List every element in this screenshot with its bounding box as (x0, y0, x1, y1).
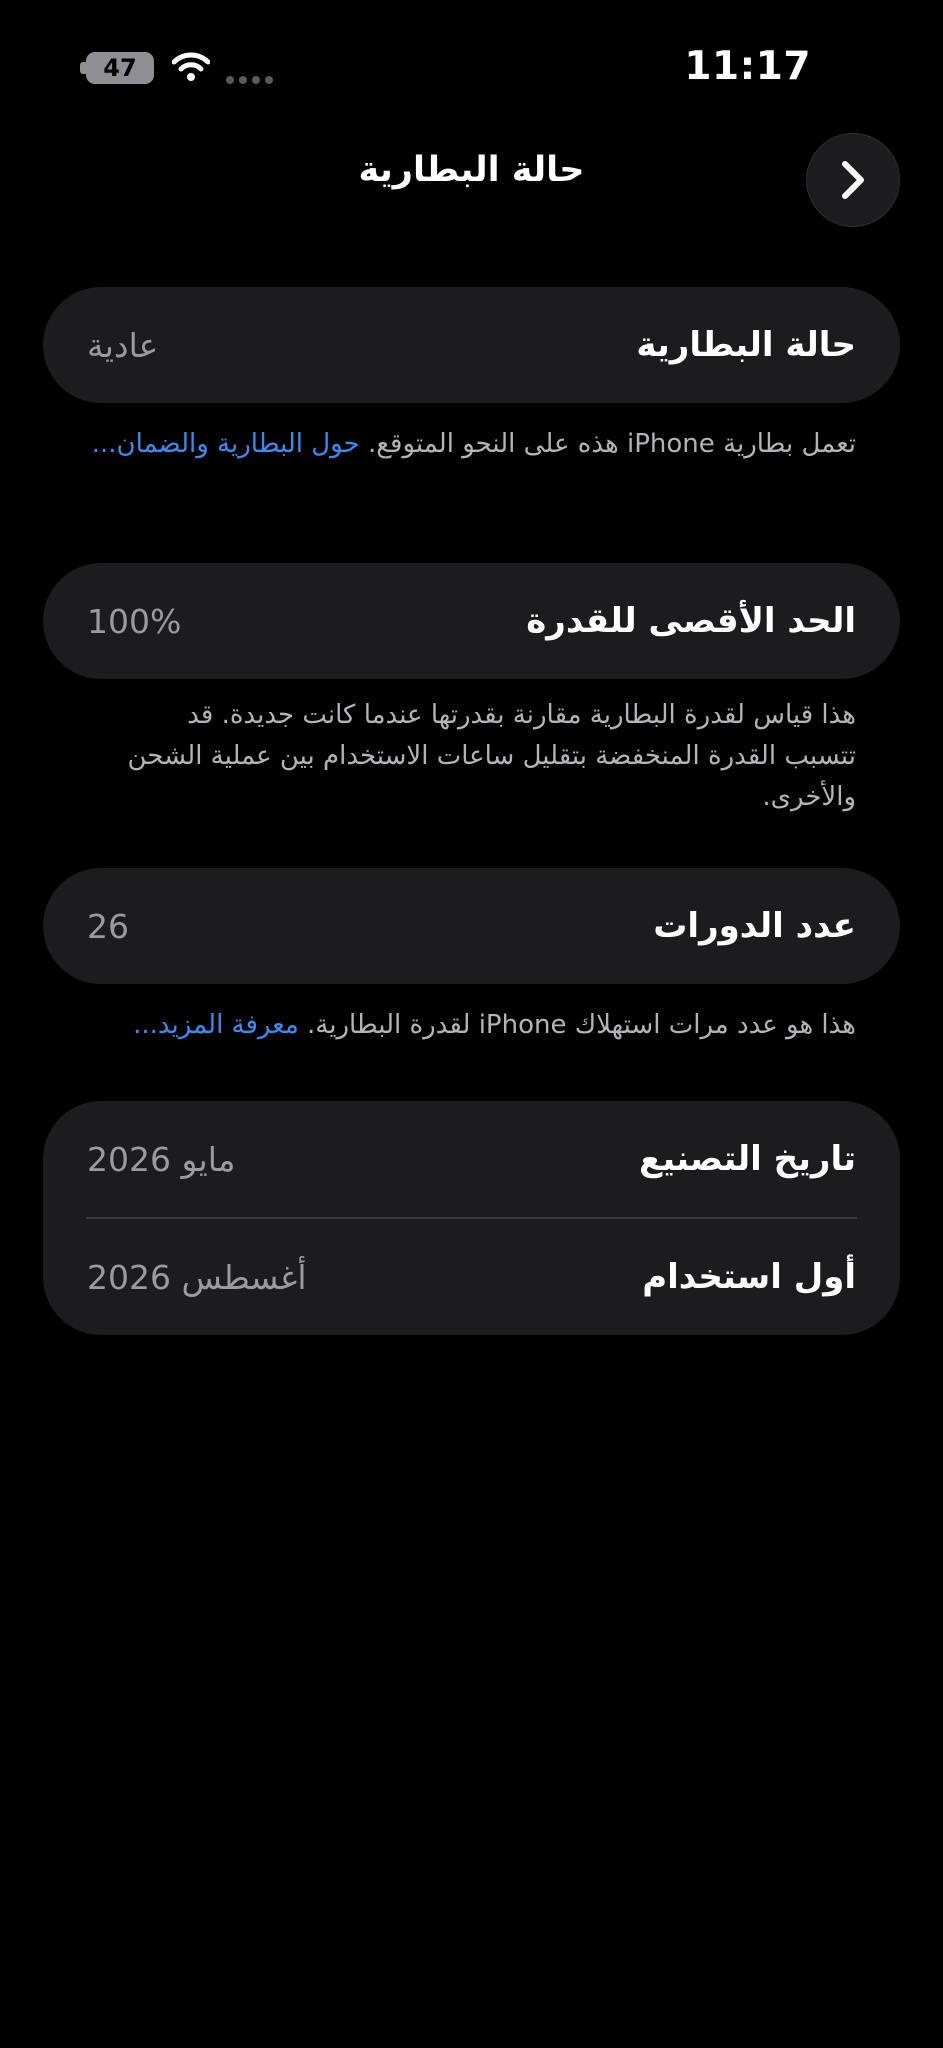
learn-more-link[interactable]: معرفة المزيد... (133, 1010, 299, 1040)
cycle-count-note-text: هذا هو عدد مرات استهلاك iPhone لقدرة البطارية. (307, 1010, 856, 1040)
cycle-count-card (43, 868, 900, 984)
cycle-count-row (43, 868, 900, 984)
cycle-count-value: 26 (87, 906, 129, 946)
max-capacity-row (43, 563, 900, 679)
page-title: حالة البطارية (358, 150, 585, 190)
max-capacity-card (43, 563, 900, 679)
back-button[interactable] (806, 133, 900, 227)
battery-health-label: حالة البطارية (636, 325, 856, 365)
max-capacity-note-text: هذا قياس لقدرة البطارية مقارنة بقدرتها عندما كانت جديدة. قد تتسبب القدرة المنخفضة بتقليل ساعات الاستخدام بين عملية الشحن والأخرى. (127, 700, 856, 812)
battery-icon (86, 52, 154, 84)
battery-health-note (86, 424, 856, 465)
manufacture-date-row (43, 1101, 900, 1217)
battery-health-row (43, 287, 900, 403)
first-use-row (43, 1219, 900, 1335)
dates-card (43, 1101, 900, 1335)
battery-health-card (43, 287, 900, 403)
max-capacity-label: الحد الأقصى للقدرة (526, 601, 856, 641)
first-use-value: أغسطس 2026 (87, 1257, 307, 1297)
max-capacity-note (116, 695, 856, 818)
chevron-right-icon (836, 158, 870, 202)
battery-health-value: عادية (87, 325, 159, 365)
status-bar (0, 0, 943, 120)
manufacture-date-label: تاريخ التصنيع (639, 1139, 856, 1179)
cellular-signal-dots-icon (226, 76, 273, 84)
manufacture-date-value: مايو 2026 (87, 1139, 236, 1179)
status-time: 11:17 (684, 44, 811, 89)
first-use-label: أول استخدام (642, 1257, 856, 1297)
battery-health-note-text: تعمل بطارية iPhone هذه على النحو المتوقع. (367, 429, 856, 459)
cycle-count-note (76, 1005, 856, 1046)
battery-warranty-link[interactable]: حول البطارية والضمان... (91, 429, 360, 459)
cycle-count-label: عدد الدورات (653, 906, 856, 946)
battery-level: 47 (103, 54, 137, 82)
max-capacity-value: 100% (87, 601, 182, 641)
wifi-icon (172, 50, 210, 84)
